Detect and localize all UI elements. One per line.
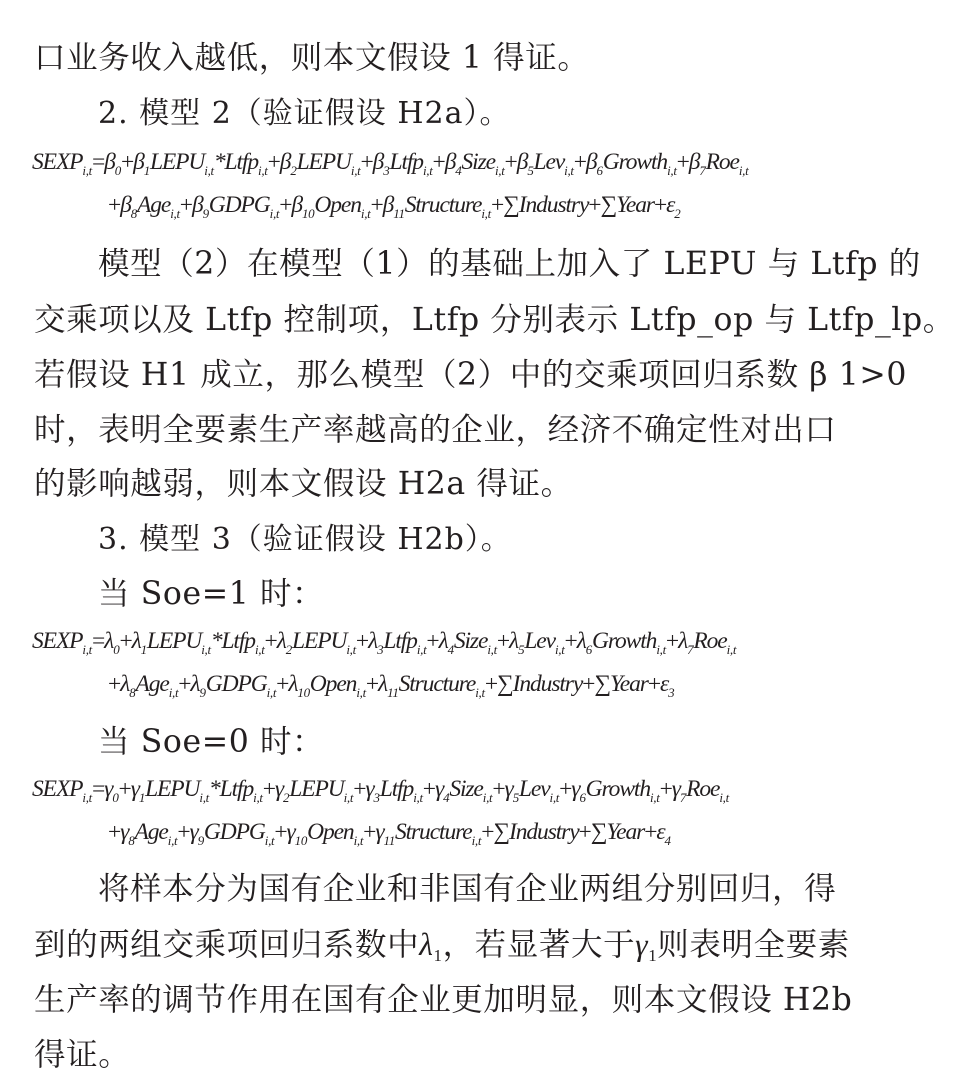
equation-model-3-soe1-line-2: $+\lambda_8Age_{i,t}+\lambda_9GDPG_{i,t}+\lambda_{10}Open_{i,t}+\lambda_{11}Structure_{i,t}+\sum Industry+\sum Year+\varepsilon_3$ [108, 671, 675, 700]
equation-model-3-soe0-line-1: $SEXP_{i,t}=\gamma_0+\gamma_1LEPU_{i,t}*Ltfp_{i,t}+\gamma_2LEPU_{i,t}+\gamma_3Ltfp_{i,t}+\gamma_4Size_{i,t}+\gamma_5Lev_{i,t}+\gamma_6Growth_{i,t}+\gamma_7Roe_{i,t}$ [32, 776, 729, 805]
paragraph-model-2-line-2: 交乘项以及 Ltfp 控制项，Ltfp 分别表示 Ltfp_op 与 Ltfp_lp。 [34, 302, 955, 338]
gamma-1-symbol [635, 927, 658, 965]
paragraph-conclusion-line-2 [34, 925, 934, 965]
paragraph-model-2-line-4: 时，表明全要素生产率越高的企业，经济不确定性对出口 [34, 412, 837, 448]
conclusion-text-c: 则表明全要素 [657, 927, 850, 963]
paragraph-hypothesis-1-conclusion: 口业务收入越低，则本文假设 1 得证。 [34, 40, 590, 76]
lambda-glyph: λ [419, 927, 434, 962]
conclusion-text-a: 到的两组交乘项回归系数中 [34, 927, 420, 963]
equation-model-3-soe0-line-2: $+\gamma_8Age_{i,t}+\gamma_9GDPG_{i,t}+\gamma_{10}Open_{i,t}+\gamma_{11}Structure_{i,t}+\sum Industry+\sum Year+\varepsilon_4$ [108, 819, 671, 848]
paragraph-conclusion-line-4: 得证。 [34, 1037, 131, 1073]
conclusion-text-b: ，若显著大于 [442, 927, 636, 963]
condition-soe-0: 当 Soe=0 时： [98, 724, 325, 760]
paragraph-model-2-line-3: 若假设 H1 成立，那么模型（2）中的交乘项回归系数 β 1>0 [34, 357, 907, 393]
equation-model-2-line-2: $+\beta_8Age_{i,t}+\beta_9GDPG_{i,t}+\beta_{10}Open_{i,t}+\beta_{11}Structure_{i,t}+\sum Industry+\sum Year+\varepsilon_2$ [108, 192, 681, 221]
lambda-1-symbol [419, 927, 443, 965]
equation-model-2-line-1: $SEXP_{i,t}=\beta_0+\beta_1LEPU_{i,t}*Ltfp_{i,t}+\beta_2LEPU_{i,t}+\beta_3Ltfp_{i,t}+\beta_4Size_{i,t}+\beta_5Lev_{i,t}+\beta_6Growth_{i,t}+\beta_7Roe_{i,t}$ [32, 149, 749, 178]
section-heading-model-2: 2. 模型 2（验证假设 H2a）。 [98, 96, 511, 131]
equation-model-3-soe1-line-1: $SEXP_{i,t}=\lambda_0+\lambda_1LEPU_{i,t}*Ltfp_{i,t}+\lambda_2LEPU_{i,t}+\lambda_3Ltfp_{i,t}+\lambda_4Size_{i,t}+\lambda_5Lev_{i,t}+\lambda_6Growth_{i,t}+\lambda_7Roe_{i,t}$ [32, 628, 737, 657]
paragraph-conclusion-line-1: 将样本分为国有企业和非国有企业两组分别回归，得 [98, 871, 837, 907]
section-heading-model-3: 3. 模型 3（验证假设 H2b）。 [98, 522, 512, 557]
condition-soe-1: 当 Soe=1 时： [98, 576, 325, 612]
gamma-glyph: γ [635, 927, 649, 962]
gamma-subscript: 1 [648, 946, 658, 965]
paragraph-model-2-line-5: 的影响越弱，则本文假设 H2a 得证。 [34, 466, 573, 502]
paragraph-conclusion-line-3: 生产率的调节作用在国有企业更加明显，则本文假设 H2b [34, 982, 853, 1018]
lambda-subscript: 1 [433, 946, 443, 965]
paragraph-model-2-line-1: 模型（2）在模型（1）的基础上加入了 LEPU 与 Ltfp 的 [98, 246, 921, 282]
